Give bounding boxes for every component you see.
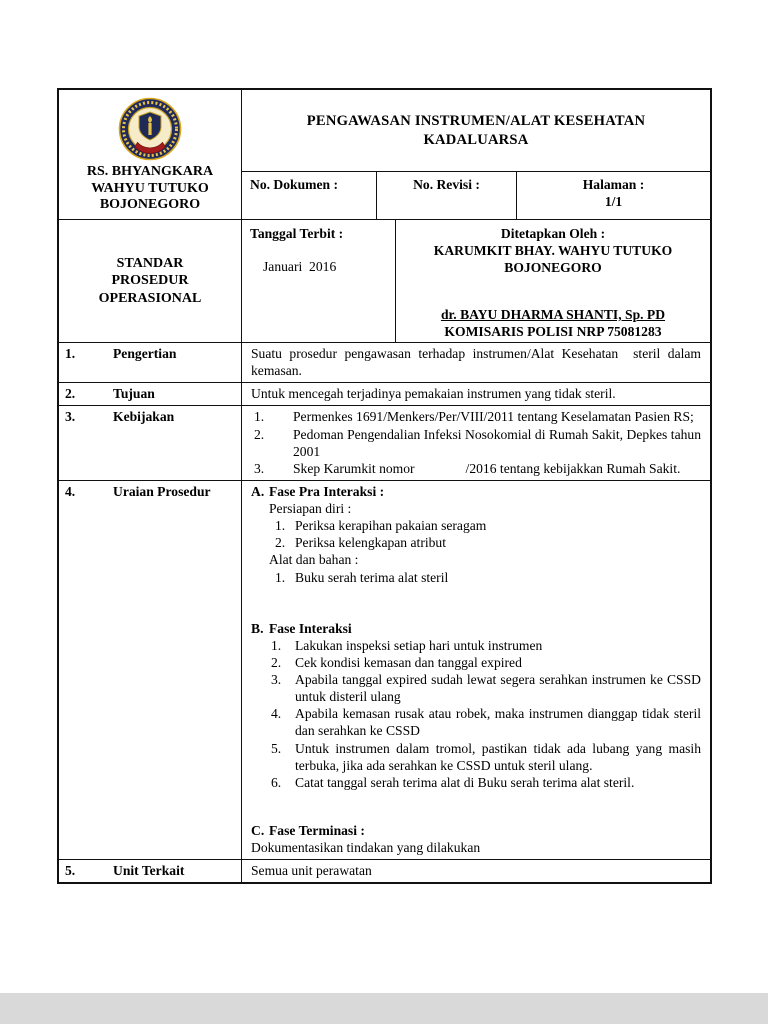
- list-item-text: Cek kondisi kemasan dan tanggal expired: [295, 654, 522, 670]
- section-number: 4.: [65, 483, 76, 499]
- header-left-column: [59, 90, 242, 342]
- section-unit-terkait: [59, 859, 710, 882]
- section-unit-terkait-text: Semua unit perawatan: [251, 863, 372, 879]
- list-item-text: Skep Karumkit nomor /2016 tentang kebijakkan Rumah Sakit.: [293, 460, 681, 476]
- section-tujuan-text: Untuk mencegah terjadinya pemakaian instrumen yang tidak steril.: [251, 386, 616, 402]
- section-pengertian: [59, 342, 710, 382]
- list-item-number: 4.: [271, 706, 282, 722]
- list-item: [271, 654, 701, 671]
- no-dokumen-cell: [242, 172, 377, 219]
- list-item: [271, 671, 701, 705]
- list-item: [251, 460, 701, 477]
- fase-b-letter: B.: [251, 620, 264, 636]
- tanggal-terbit-value: Januari 2016: [263, 259, 337, 275]
- uraian-content: [242, 481, 710, 859]
- list-item: [275, 534, 701, 551]
- signer-name: dr. BAYU DHARMA SHANTI, Sp. PD: [440, 306, 666, 322]
- doc-type-cell: [59, 220, 241, 342]
- list-item: [271, 740, 701, 774]
- sop-document: [57, 88, 712, 884]
- ditetapkan-org: KARUMKIT BHAY. WAHYU TUTUKO BOJONEGORO: [433, 243, 673, 276]
- document-meta-row: [242, 172, 710, 220]
- fase-pra-interaksi: [251, 483, 701, 586]
- section-tujuan-label-cell: [59, 383, 242, 405]
- no-revisi-cell: [377, 172, 517, 219]
- list-item-number: 1.: [275, 569, 286, 585]
- persiapan-heading: Persiapan diri :: [269, 501, 352, 516]
- list-item-text: Untuk instrumen dalam tromol, pastikan tidak ada lubang yang masih terbuka, jika ada serahkan ke CSSD untuk steril ulang.: [295, 740, 701, 773]
- halaman-cell: [517, 172, 710, 219]
- persiapan-list: [251, 517, 701, 551]
- fase-b-list: [251, 637, 701, 791]
- signer-block: [404, 306, 702, 340]
- section-pengertian-label-cell: [59, 343, 242, 382]
- list-item: [275, 517, 701, 534]
- section-kebijakan: [59, 405, 710, 480]
- ditetapkan-label: Ditetapkan Oleh :: [500, 226, 606, 241]
- list-item-text: Apabila kemasan rusak atau robek, maka instrumen dianggap tidak steril dan serahkan ke CSSD: [295, 706, 701, 739]
- section-number: 1.: [65, 346, 76, 361]
- list-item-text: Apabila tanggal expired sudah lewat segera serahkan instrumen ke CSSD untuk disteril ulang: [295, 672, 701, 705]
- no-revisi-label: No. Revisi :: [413, 177, 480, 192]
- list-item-text: Periksa kelengkapan atribut: [295, 535, 446, 551]
- list-item-text: Catat tanggal serah terima alat di Buku serah terima alat steril.: [295, 774, 635, 790]
- section-number: 5.: [65, 863, 76, 879]
- section-uraian-prosedur: [59, 480, 710, 859]
- fase-a-title: Fase Pra Interaksi :: [269, 483, 385, 499]
- section-label: Tujuan: [113, 386, 155, 402]
- tanggal-terbit-label: Tanggal Terbit :: [250, 226, 344, 241]
- list-item-text: Pedoman Pengendalian Infeksi Nosokomial di Rumah Sakit, Depkes tahun 2001: [293, 426, 701, 459]
- hospital-logo-icon: [118, 97, 182, 161]
- list-item: [251, 408, 701, 425]
- fase-terminasi: [251, 822, 701, 856]
- list-item-number: 3.: [271, 672, 282, 687]
- list-item-number: 1.: [271, 637, 282, 653]
- list-item-text: Permenkes 1691/Menkers/Per/VIII/2011 tentang Keselamatan Pasien RS;: [293, 409, 694, 425]
- header-right-column: [242, 90, 710, 342]
- section-number: 2.: [65, 386, 76, 402]
- section-label: Uraian Prosedur: [113, 483, 211, 499]
- list-item-text: Buku serah terima alat steril: [295, 569, 449, 585]
- section-unit-terkait-label-cell: [59, 860, 242, 882]
- document-header: [59, 90, 710, 342]
- halaman-value: 1/1: [604, 194, 623, 210]
- halaman-label: Halaman :: [582, 177, 645, 192]
- fase-interaksi: [251, 620, 701, 791]
- no-dokumen-label: No. Dokumen :: [250, 177, 338, 192]
- section-uraian-label-cell: [59, 481, 242, 859]
- ditetapkan-cell: [396, 220, 710, 342]
- section-pengertian-text: Suatu prosedur pengawasan terhadap instrumen/Alat Kesehatan steril dalam kemasan.: [251, 346, 701, 379]
- page-title: PENGAWASAN INSTRUMEN/ALAT KESEHATAN KADALUARSA: [242, 90, 710, 172]
- fase-a-letter: A.: [251, 483, 265, 499]
- alat-heading: Alat dan bahan :: [269, 552, 359, 568]
- list-item-number: 5.: [271, 740, 282, 756]
- viewer-bottom-gutter: [0, 993, 768, 1024]
- section-label: Kebijakan: [113, 409, 175, 425]
- list-item-number: 2.: [275, 535, 286, 551]
- list-item-number: 6.: [271, 774, 282, 790]
- list-item: [271, 705, 701, 739]
- list-item: [251, 426, 701, 460]
- list-item: [271, 637, 701, 654]
- section-tujuan: [59, 382, 710, 405]
- list-item: [275, 569, 701, 586]
- org-cell: [59, 90, 241, 220]
- org-name: RS. BHYANGKARA WAHYU TUTUKO BOJONEGORO: [86, 164, 214, 213]
- section-kebijakan-label-cell: [59, 406, 242, 480]
- list-item-text: Periksa kerapihan pakaian seragam: [295, 518, 487, 534]
- fase-c-text: Dokumentasikan tindakan yang dilakukan: [251, 840, 481, 855]
- fase-c-letter: C.: [251, 822, 265, 838]
- list-item-number: 1.: [275, 518, 286, 534]
- list-item: [271, 774, 701, 791]
- fase-b-heading: [251, 620, 701, 637]
- alat-list: [251, 569, 701, 586]
- tanggal-terbit-cell: [242, 220, 396, 342]
- section-label: Unit Terkait: [113, 863, 185, 879]
- list-item-text: Lakukan inspeksi setiap hari untuk instrumen: [295, 637, 543, 653]
- fase-c-title: Fase Terminasi :: [269, 822, 365, 838]
- fase-b-title: Fase Interaksi: [269, 620, 352, 636]
- section-number: 3.: [65, 409, 76, 425]
- list-item-number: 2.: [271, 654, 282, 670]
- list-item-number: 3.: [254, 460, 265, 476]
- list-item-number: 1.: [254, 409, 265, 425]
- section-label: Pengertian: [113, 346, 177, 361]
- doc-type: STANDAR PROSEDUR OPERASIONAL: [98, 255, 202, 306]
- kebijakan-list: [242, 406, 710, 480]
- signer-rank: KOMISARIS POLISI NRP 75081283: [444, 323, 662, 339]
- fase-c-heading: [251, 822, 701, 839]
- list-item-number: 2.: [254, 426, 265, 442]
- fase-a-heading: [251, 483, 701, 500]
- header-bottom-row: [242, 220, 710, 342]
